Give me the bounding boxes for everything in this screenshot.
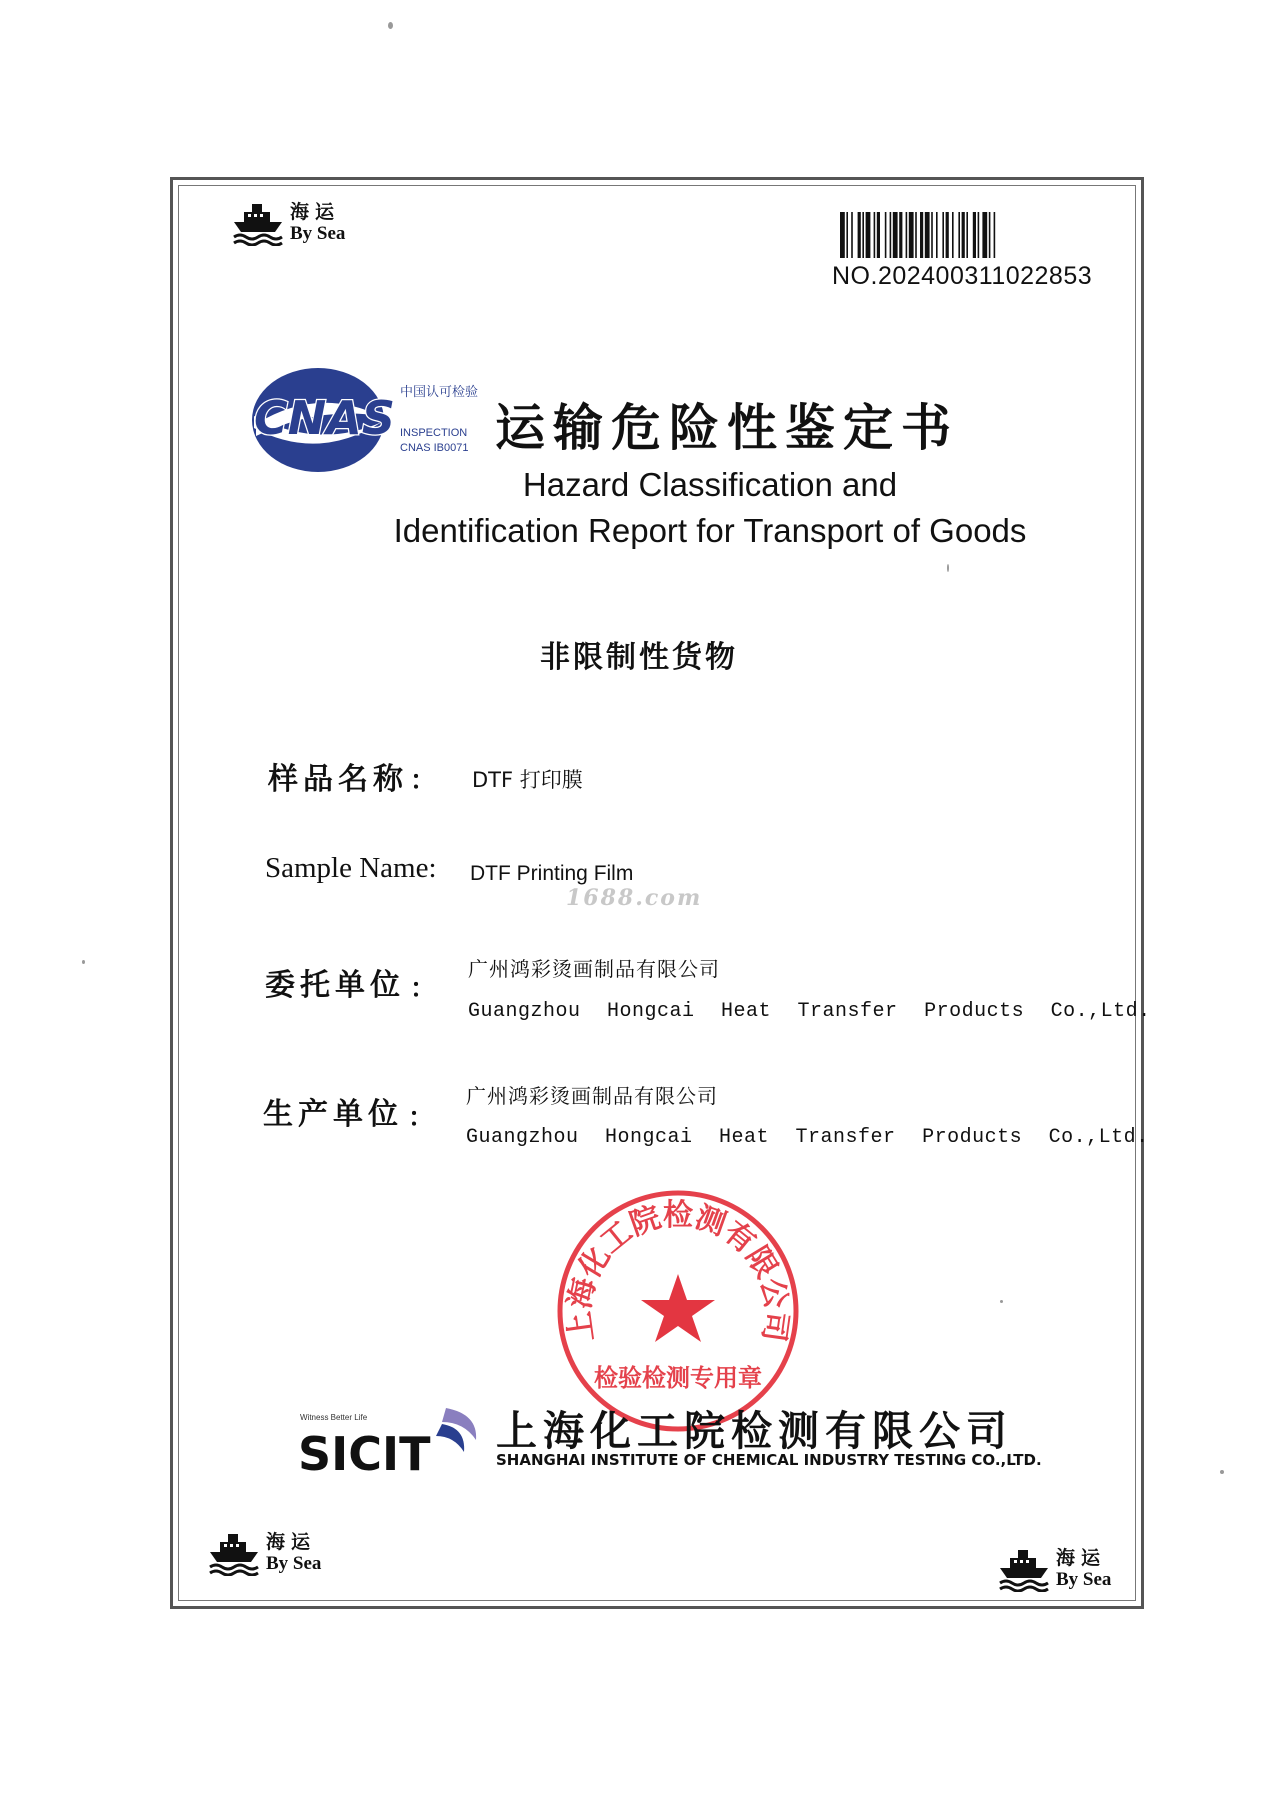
- colon: ：: [408, 1103, 435, 1133]
- by-sea-mark-bottom-left: [208, 1530, 321, 1576]
- sicit-logo: [296, 1400, 480, 1478]
- by-sea-mark-bottom-right: [998, 1546, 1111, 1592]
- report-title-zh: 运输危险性鉴定书: [495, 398, 959, 457]
- manufacturer-label: 生产单位: [263, 1097, 403, 1132]
- sample-name-en-value: DTF Printing Film: [470, 862, 634, 885]
- watermark: 1688.com: [566, 885, 703, 911]
- client-label: 委托单位: [265, 968, 405, 1003]
- ship-icon: [232, 200, 284, 246]
- scan-speck: [947, 564, 949, 572]
- cnas-brand: CNAS: [254, 391, 395, 445]
- report-title-en: [340, 462, 1080, 554]
- issuer-name-en: SHANGHAI INSTITUTE OF CHEMICAL INDUSTRY TESTING CO.,LTD.: [496, 1451, 1042, 1469]
- colon: ：: [410, 974, 437, 1004]
- cnas-line2: CNAS IB0071: [400, 442, 469, 454]
- by-sea-zh: 海运: [266, 1531, 317, 1553]
- cnas-zh: 中国认可检验: [400, 385, 479, 400]
- sicit-tagline: Witness Better Life: [300, 1413, 368, 1422]
- report-title-en-line2: Identification Report for Transport of Goods: [393, 512, 1027, 549]
- issuer-name-zh: 上海化工院检测有限公司: [496, 1407, 1013, 1455]
- barcode: [838, 212, 1124, 258]
- manufacturer-name-en: Guangzhou Hongcai Heat Transfer Products Co.,Ltd.: [466, 1126, 1149, 1149]
- sample-name-zh-label: 样品名称: [268, 762, 408, 797]
- by-sea-en: By Sea: [290, 223, 346, 244]
- scan-speck: [1220, 1470, 1224, 1474]
- by-sea-zh: 海运: [1056, 1547, 1107, 1569]
- classification-result: 非限制性货物: [540, 640, 738, 675]
- report-number: NO.202400311022853: [832, 262, 1093, 290]
- client-name-en: Guangzhou Hongcai Heat Transfer Products Co.,Ltd.: [468, 1000, 1151, 1023]
- by-sea-mark-top-left: [232, 200, 345, 246]
- cnas-logo: [250, 366, 486, 474]
- colon: ：: [410, 766, 437, 796]
- scan-speck: [82, 960, 85, 964]
- ship-icon: [998, 1546, 1050, 1592]
- scan-speck: [1000, 1300, 1003, 1303]
- sample-name-en-label: Sample Name:: [265, 852, 437, 884]
- sample-name-zh-value: DTF 打印膜: [472, 768, 583, 792]
- sicit-logo-text: SICIT: [298, 1427, 431, 1478]
- seal-inner-text: 检验检测专用章: [594, 1363, 762, 1392]
- report-title-en-line1: Hazard Classification and: [522, 466, 898, 503]
- seal-outer-text: 上海化工院检测有限公司: [562, 1198, 794, 1344]
- manufacturer-name-zh: 广州鸿彩烫画制品有限公司: [466, 1084, 718, 1108]
- client-name-zh: 广州鸿彩烫画制品有限公司: [468, 957, 720, 981]
- by-sea-zh: 海运: [290, 201, 341, 223]
- svg-text:中国认可检验: [400, 384, 478, 400]
- scan-speck: [388, 22, 393, 29]
- ship-icon: [208, 1530, 260, 1576]
- by-sea-en: By Sea: [1056, 1569, 1112, 1590]
- by-sea-en: By Sea: [266, 1553, 322, 1574]
- cnas-line1: INSPECTION: [400, 427, 468, 439]
